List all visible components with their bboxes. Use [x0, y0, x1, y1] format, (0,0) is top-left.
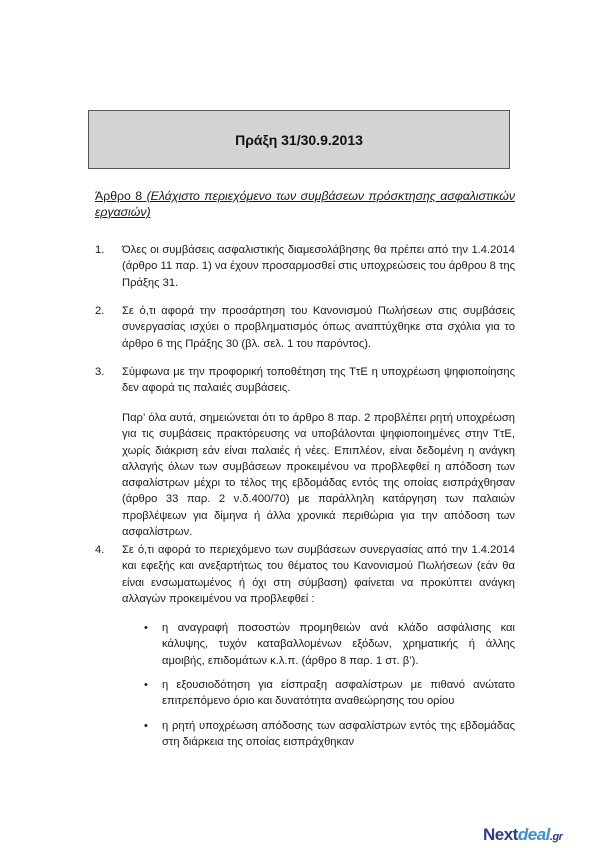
- list-item-number: 1.: [95, 244, 105, 256]
- bullet-icon: •: [144, 720, 148, 732]
- logo-part-next: Next: [483, 825, 518, 844]
- list-item: [95, 242, 515, 291]
- list-item-text: Όλες οι συμβάσεις ασφαλιστικής διαμεσολάβησης θα πρέπει από την 1.4.2014 (άρθρο 11 παρ. 1) να έχουν προσαρμοσθεί στις υποχρεώσεις του άρθρου 8 της Πράξης 31.: [122, 244, 515, 289]
- list-item-text: Σε ό,τι αφορά την προσάρτηση του Κανονισμού Πωλήσεων στις συμβάσεις συνεργασίας ισχύει ο προβληματισμός όπως αναπτύχθηκε στα σχόλια για το άρθρο 6 της Πράξης 30 (βλ. σελ. 1 του παρόντος).: [122, 305, 515, 350]
- note-paragraph: Παρ’ όλα αυτά, σημειώνεται ότι το άρθρο 8 παρ. 2 προβλέπει ρητή υποχρέωση για τις συμβάσεις πρακτόρευσης να υποβάλονται ψηφιοποιημένες στην ΤτΕ, χωρίς διάκριση εάν είναι παλαιές ή νέες. Επιπλέον, είναι δεδομένη η ανάγκη αλλαγής όλων των συμβάσεων προκειμένου να προβλεφθεί η απόδοση των ασφαλίστρων μέχρι το τέλος της εβδομάδας εντός της οποίας εισπράχθησαν (άρθρο 33 παρ. 2 ν.δ.400/70) με παράλληλη κατάργηση των παλαιών προβλέψεων για δίμηνα ή άλλα χρονικά περιθώρια για την απόδοση των ασφαλίστρων.: [122, 412, 515, 539]
- list-item: [95, 303, 515, 352]
- bullet-text: η ρητή υποχρέωση απόδοσης των ασφαλίστρων εντός της εβδομάδας στη διάρκεια της οποίας εισπράχθηκαν: [162, 720, 515, 749]
- list-item-number: 3.: [95, 366, 105, 378]
- bullet-icon: •: [144, 679, 148, 691]
- list-item-text: Σε ό,τι αφορά το περιεχόμενο των συμβάσεων συνεργασίας από την 1.4.2014 και εφεξής και ανεξαρτήτως του θέματος του Κανονισμού Πωλήσεων (εάν θα είναι ενσωματωμένος ή όχι στη σύμβαση) φαίνεται να προκύπτει ανάγκη αλλαγών προκειμένου να προβλεφθεί :: [122, 544, 515, 605]
- list-item: [95, 542, 515, 607]
- bullet-text: η εξουσιοδότηση για είσπραξη ασφαλίστρων με πιθανό ανώτατο επιτρεπόμενο όριο και δυνατότητα αναθεώρησης του ορίου: [162, 679, 515, 708]
- list-item: [95, 364, 515, 397]
- article-heading: [95, 188, 515, 220]
- title-box: [88, 110, 510, 169]
- logo-part-domain: .gr: [549, 831, 563, 843]
- bullet-item: [144, 718, 515, 751]
- list-item-number: 4.: [95, 544, 105, 556]
- article-heading-lead: Άρθρο 8: [95, 189, 147, 203]
- list-item-text: Σύμφωνα με την προφορική τοποθέτηση της ΤτΕ η υποχρέωση ψηφιοποίησης δεν αφορά τις παλαιές συμβάσεις.: [122, 366, 515, 395]
- bullet-icon: •: [144, 622, 148, 634]
- bullet-item: [144, 620, 515, 669]
- article-heading-rest: (Ελάχιστο περιεχόμενο των συμβάσεων πρόσκτησης ασφαλιστικών εργασιών): [95, 189, 515, 219]
- page-title: Πράξη 31/30.9.2013: [235, 131, 363, 148]
- bullet-item: [144, 677, 515, 710]
- list-item-number: 2.: [95, 305, 105, 317]
- logo-part-deal: deal: [517, 825, 550, 844]
- bullet-text: η αναγραφή ποσοστών προμηθειών ανά κλάδο ασφάλισης και κάλυψης, τυχόν καταβαλλομένων εξόδων, χρηματικής ή άλλης αμοιβής, επιδομάτων κ.λ.π. (άρθρο 8 παρ. 1 στ. β’).: [162, 622, 515, 667]
- nextdeal-logo: [483, 825, 562, 845]
